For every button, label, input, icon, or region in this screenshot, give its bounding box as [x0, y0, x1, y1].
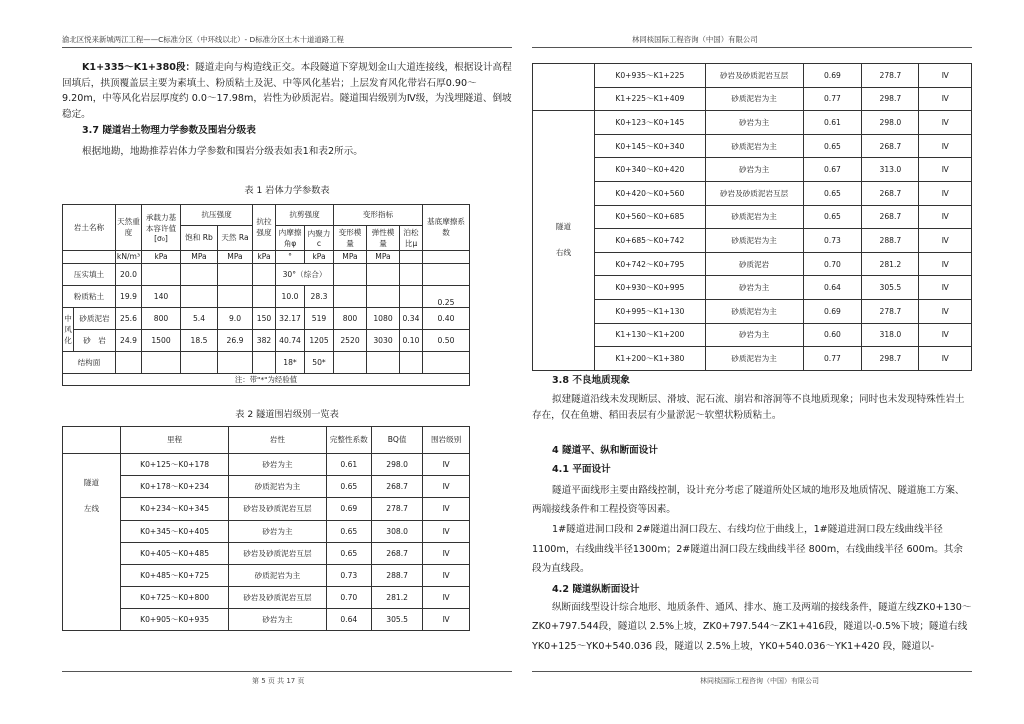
t1-cell: 30°（综合）	[276, 263, 334, 285]
t3-cell: 砂岩及砂质泥岩互层	[705, 181, 803, 205]
t1-h-friction: 基底摩擦系数	[423, 204, 470, 250]
t2-cell: 砂岩为主	[229, 609, 326, 631]
t1-cell: 0.25	[423, 285, 470, 307]
header-rule-left	[62, 47, 512, 48]
t2-cell: 砂岩及砂质泥岩互层	[229, 587, 326, 609]
t2-cell: 砂质泥岩为主	[229, 564, 326, 586]
t1-h-name: 岩土名称	[63, 204, 116, 250]
t1-cell: 结构面	[63, 351, 116, 373]
t1-cell: 0.10	[400, 329, 423, 351]
t1-h-shear: 抗剪强度	[276, 204, 334, 225]
section-3-8-text: 拟建隧道沿线未发现断层、滑坡、泥石流、崩岩和溶洞等不良地质现象；同时也未发现特殊性岩土存在，仅在鱼塘、稻田表层有少量淤泥～软塑状粉质粘土。	[532, 393, 965, 421]
table-row	[63, 564, 470, 586]
t1-unit: MPa	[181, 250, 218, 263]
section-4-2-paragraph-1: 纵断面线型设计综合地形、地质条件、通风、排水、施工及两端的接线条件，隧道左线ZK0+130～ZK0+797.544段，隧道以 2.5%上坡，ZK0+797.544～ZK1+416段，隧道以-0.5%下坡；隧道右线 YK0+125～YK0+540.036 段，隧道以 2.5%上坡，YK0+540.036～YK1+420 段，隧道以-	[532, 601, 972, 652]
t1-cell: 382	[253, 329, 276, 351]
section-4-1-paragraph-1: 隧道平面线形主要由路线控制，设计充分考虑了隧道所处区域的地形及地质情况、隧道施工方案、两端接线条件和工程投资等因素。	[532, 484, 965, 516]
t2-cell: Ⅳ	[423, 542, 470, 564]
t3-cell: 318.0	[862, 323, 919, 347]
table-row	[63, 307, 470, 329]
t2-cell: 砂岩为主	[229, 520, 326, 542]
t3-cell: 0.67	[803, 158, 862, 182]
t1-cell: 25.6	[115, 307, 141, 329]
section-4-heading: 4 隧道平、纵和断面设计	[552, 444, 658, 456]
table-row	[63, 587, 470, 609]
t3-cell: K0+560～K0+685	[595, 205, 706, 229]
table1-caption: 表 1 岩体力学参数表	[244, 184, 330, 196]
t3-cell: 砂岩为主	[705, 111, 803, 135]
t1-h-sigma: 承载力基本容许值[σ₀]	[142, 204, 181, 250]
t1-cell: 40.74	[276, 329, 305, 351]
t1-h-gamma: 天然重度	[115, 204, 141, 250]
section-3-7-text: 根据地勘，地勘推荐岩体力学参数和围岩分级表如表1和表2所示。	[82, 146, 363, 158]
t3-cell: Ⅳ	[919, 111, 972, 135]
t2-cell: 268.7	[371, 542, 422, 564]
t2-cell: 0.69	[326, 498, 371, 520]
t3-cell: 0.60	[803, 323, 862, 347]
table-row	[63, 498, 470, 520]
t1-cell: 20.0	[115, 263, 141, 285]
table-row	[63, 476, 470, 498]
t3-cell: 砂质泥岩为主	[705, 347, 803, 371]
t1-unit: kN/m³	[116, 252, 140, 262]
t3-cell: 砂质泥岩为主	[705, 87, 803, 111]
t1-h-mu: 泊松比μ	[400, 225, 423, 250]
t3-cell: Ⅳ	[919, 229, 972, 253]
t2-cell: K0+725～K0+800	[120, 587, 228, 609]
section-4-1-paragraph-2: 1#隧道进洞口段和 2#隧道出洞口段左、右线均位于曲线上，1#隧道进洞口段左线曲线半径1100m，右线曲线半径1300m；2#隧道出洞口段左线曲线半径 800m，右线曲线半径 600m。其余段为直线段。	[532, 523, 963, 575]
t3-cell: 砂质泥岩为主	[705, 299, 803, 323]
t3-cell: 砂岩为主	[705, 323, 803, 347]
intro-paragraph	[62, 60, 512, 122]
t1-unit: °	[276, 250, 305, 263]
t3-cell: Ⅳ	[919, 134, 972, 158]
t3-cell: K0+340～K0+420	[595, 158, 706, 182]
t3-cell: Ⅳ	[919, 323, 972, 347]
t2-cell: K0+905～K0+935	[120, 609, 228, 631]
footer-rule-right	[532, 671, 972, 672]
t1-cell: 3030	[367, 329, 400, 351]
t3-cell: 砂岩及砂质泥岩互层	[705, 64, 803, 88]
header-left-title: 渝北区悦来新城两江工程——C标准分区（中环线以北）- D标准分区土木十道道路工程	[62, 35, 344, 44]
tunnel-grade-table-continued	[532, 63, 972, 371]
t3-side-label-2: 右线	[555, 248, 572, 258]
t1-unit: MPa	[334, 250, 367, 263]
t3-cell: K0+742～K0+795	[595, 252, 706, 276]
t3-cell: 313.0	[862, 158, 919, 182]
t3-cell: Ⅳ	[919, 205, 972, 229]
t2-cell: K0+234～K0+345	[120, 498, 228, 520]
t3-cell: 0.61	[803, 111, 862, 135]
t3-cell: K0+930～K0+995	[595, 276, 706, 300]
t1-h-e0: 变形模量	[334, 225, 367, 250]
t1-cell: 800	[142, 307, 181, 329]
t2-cell: 308.0	[371, 520, 422, 542]
t3-cell: 0.73	[803, 229, 862, 253]
t2-cell: 298.0	[371, 453, 422, 475]
footer-rule-left	[62, 671, 512, 672]
t1-cell: 19.9	[115, 285, 141, 307]
t1-unit: kPa	[305, 250, 334, 263]
t1-cell: 10.0	[276, 285, 305, 307]
t3-cell: 278.7	[862, 64, 919, 88]
t2-h-lith: 岩性	[229, 426, 326, 453]
t2-cell: 278.7	[371, 498, 422, 520]
t3-cell: Ⅳ	[919, 299, 972, 323]
t2-cell: 0.73	[326, 564, 371, 586]
t2-cell: 0.65	[326, 542, 371, 564]
t2-h-kv: 完整性系数	[326, 426, 371, 453]
t1-cell: 1205	[305, 329, 334, 351]
t1-h-c: 内聚力c	[305, 225, 334, 250]
t2-cell: 砂岩为主	[229, 453, 326, 475]
t1-cell: 1500	[142, 329, 181, 351]
t3-cell: K1+200～K1+380	[595, 347, 706, 371]
section-4-1-heading: 4.1 平面设计	[552, 463, 611, 475]
t1-h-ra: 天然 Ra	[218, 225, 253, 250]
t3-cell: Ⅳ	[919, 158, 972, 182]
table-row	[533, 134, 972, 158]
t3-cell: 268.7	[862, 205, 919, 229]
t1-cell: 519	[305, 307, 334, 329]
t2-cell: 砂岩及砂质泥岩互层	[229, 542, 326, 564]
t3-cell: K0+123～K0+145	[595, 111, 706, 135]
section-4-2-heading: 4.2 隧道纵断面设计	[552, 583, 640, 595]
table-row	[533, 87, 972, 111]
t1-cell: 18*	[276, 351, 305, 373]
t3-cell: K0+685～K0+742	[595, 229, 706, 253]
t3-cell: 0.65	[803, 181, 862, 205]
t1-cell: 150	[253, 307, 276, 329]
t2-cell: 0.64	[326, 609, 371, 631]
table-row	[63, 351, 470, 373]
t1-h-deform: 变形指标	[334, 204, 423, 225]
header-rule-right	[532, 47, 972, 48]
footer-page-number: 第 5 页 共 17 页	[252, 677, 305, 685]
t2-cell: 砂质泥岩为主	[229, 476, 326, 498]
t1-cell: 9.0	[218, 307, 253, 329]
t2-cell: Ⅳ	[423, 587, 470, 609]
t3-cell: Ⅳ	[919, 64, 972, 88]
t1-h-rb: 饱和 Rb	[181, 225, 218, 250]
t1-unit: kPa	[142, 250, 181, 263]
t1-cell: 28.3	[305, 285, 334, 307]
table2-caption: 表 2 隧道围岩级别一览表	[235, 408, 339, 420]
t3-cell: K1+225～K1+409	[595, 87, 706, 111]
t2-cell: 0.70	[326, 587, 371, 609]
table-row	[63, 609, 470, 631]
t3-cell: 281.2	[862, 252, 919, 276]
t2-cell: 305.5	[371, 609, 422, 631]
table-row	[63, 329, 470, 351]
t1-note: 注：带"*"为经验值	[63, 373, 470, 385]
table-row	[533, 64, 972, 88]
table-row	[533, 205, 972, 229]
t1-cell: 50*	[305, 351, 334, 373]
t3-cell: 0.69	[803, 299, 862, 323]
table-row	[533, 158, 972, 182]
t3-cell: K0+995～K1+130	[595, 299, 706, 323]
t3-cell: K0+935～K1+225	[595, 64, 706, 88]
section-3-8-heading: 3.8 不良地质现象	[552, 374, 630, 386]
t3-cell: K1+130～K1+200	[595, 323, 706, 347]
t3-cell: 298.7	[862, 87, 919, 111]
t1-cell: 砂质泥岩	[74, 307, 116, 329]
t1-h-tensile: 抗拉强度	[253, 204, 276, 250]
table-row	[63, 542, 470, 564]
table-row	[63, 453, 470, 475]
t2-cell: 0.61	[326, 453, 371, 475]
t3-cell: 288.7	[862, 229, 919, 253]
t3-cell: Ⅳ	[919, 276, 972, 300]
t1-cell: 0.50	[423, 329, 470, 351]
t3-cell: 305.5	[862, 276, 919, 300]
t2-h-mileage: 里程	[120, 426, 228, 453]
table-row	[63, 520, 470, 542]
table-row	[533, 347, 972, 371]
table-row	[63, 263, 470, 285]
t2-cell: Ⅳ	[423, 498, 470, 520]
t1-cell: 18.5	[181, 329, 218, 351]
t3-cell: 0.65	[803, 134, 862, 158]
t2-cell: Ⅳ	[423, 609, 470, 631]
table-row	[533, 323, 972, 347]
t2-h-bq: BQ值	[371, 426, 422, 453]
left-column	[62, 60, 512, 631]
t2-side-label-1: 隧道	[83, 477, 100, 487]
t1-cell: 24.9	[115, 329, 141, 351]
t2-cell: Ⅳ	[423, 476, 470, 498]
table-row	[533, 111, 972, 135]
t3-cell: Ⅳ	[919, 181, 972, 205]
t1-cell: 2520	[334, 329, 367, 351]
t1-h-e: 弹性模量	[367, 225, 400, 250]
t1-cell: 800	[334, 307, 367, 329]
t1-unit: kPa	[253, 250, 276, 263]
intro-bold: K1+335～K1+380段：	[82, 62, 196, 73]
t3-cell: Ⅳ	[919, 87, 972, 111]
table-row	[533, 276, 972, 300]
t3-cell: 0.65	[803, 205, 862, 229]
t1-h-compress: 抗压强度	[181, 204, 253, 225]
t3-cell: K0+145～K0+340	[595, 134, 706, 158]
t3-cell: 0.77	[803, 87, 862, 111]
t3-cell: 0.64	[803, 276, 862, 300]
t1-cell: 26.9	[218, 329, 253, 351]
t3-cell: K0+420～K0+560	[595, 181, 706, 205]
t3-cell: 砂岩为主	[705, 276, 803, 300]
t2-cell: 0.65	[326, 476, 371, 498]
t3-cell: 278.7	[862, 299, 919, 323]
t1-unit: MPa	[218, 250, 253, 263]
t3-cell: 0.77	[803, 347, 862, 371]
t2-cell: K0+178～K0+234	[120, 476, 228, 498]
t3-cell: Ⅳ	[919, 347, 972, 371]
t2-cell: 268.7	[371, 476, 422, 498]
t2-cell: K0+345～K0+405	[120, 520, 228, 542]
table-row	[533, 252, 972, 276]
t3-side-label-1: 隧道	[555, 222, 572, 232]
right-column	[532, 63, 972, 656]
t2-cell: K0+125～K0+178	[120, 453, 228, 475]
t3-cell: 砂质泥岩	[705, 252, 803, 276]
t2-cell: 0.65	[326, 520, 371, 542]
table-row	[533, 299, 972, 323]
table-row	[533, 229, 972, 253]
t1-cell: 砂 岩	[74, 329, 116, 351]
t3-cell: Ⅳ	[919, 252, 972, 276]
t1-cell: 0.40	[423, 307, 470, 329]
t2-cell: Ⅳ	[423, 453, 470, 475]
rock-parameter-table	[62, 204, 470, 386]
t1-unit: MPa	[367, 250, 400, 263]
table-row	[533, 181, 972, 205]
t2-cell: K0+405～K0+485	[120, 542, 228, 564]
t1-cell: 压实填土	[63, 263, 116, 285]
t2-cell: 281.2	[371, 587, 422, 609]
t1-cell: 0.34	[400, 307, 423, 329]
t2-side-label-2: 左线	[83, 503, 100, 513]
t1-group-label: 中风化	[63, 307, 74, 351]
header-right-title: 林同棪国际工程咨询（中国）有限公司	[632, 35, 758, 44]
t2-cell: 砂岩及砂质泥岩互层	[229, 498, 326, 520]
footer-company: 林同棪国际工程咨询（中国）有限公司	[700, 677, 819, 685]
t3-cell: 砂质泥岩为主	[705, 205, 803, 229]
t3-cell: 298.7	[862, 347, 919, 371]
t2-h-grade: 围岩级别	[423, 426, 470, 453]
t1-cell: 32.17	[276, 307, 305, 329]
t1-cell: 140	[142, 285, 181, 307]
t3-cell: 268.7	[862, 134, 919, 158]
t2-cell: K0+485～K0+725	[120, 564, 228, 586]
t3-cell: 268.7	[862, 181, 919, 205]
t3-cell: 0.69	[803, 64, 862, 88]
t3-cell: 298.0	[862, 111, 919, 135]
t2-cell: Ⅳ	[423, 564, 470, 586]
t3-cell: 砂质泥岩为主	[705, 229, 803, 253]
t1-cell: 1080	[367, 307, 400, 329]
t1-cell: 5.4	[181, 307, 218, 329]
t3-cell: 砂岩为主	[705, 158, 803, 182]
section-3-7-heading: 3.7 隧道岩土物理力学参数及围岩分级表	[82, 125, 256, 137]
intro-text: 隧道走向与构造线正交。本段隧道下穿规划金山大道连接线，根据设计高程回填后，拱顶覆盖层主要为素填土、粉质粘土及泥、中等风化基岩；上层发育风化带岩石厚0.90～9.20m，中等风化岩层厚度约 0.0～17.98m，岩性为砂质泥岩。隧道围岩级别为Ⅳ级，为浅埋隧道、倒坡稳定。	[62, 62, 512, 120]
t2-cell: 288.7	[371, 564, 422, 586]
t2-cell: Ⅳ	[423, 520, 470, 542]
table-row	[63, 285, 470, 307]
tunnel-grade-table	[62, 426, 470, 632]
t3-cell: 砂质泥岩为主	[705, 134, 803, 158]
t3-cell: 0.70	[803, 252, 862, 276]
t1-cell: 粉质粘土	[63, 285, 116, 307]
t1-h-phi: 内摩擦角φ	[276, 225, 305, 250]
